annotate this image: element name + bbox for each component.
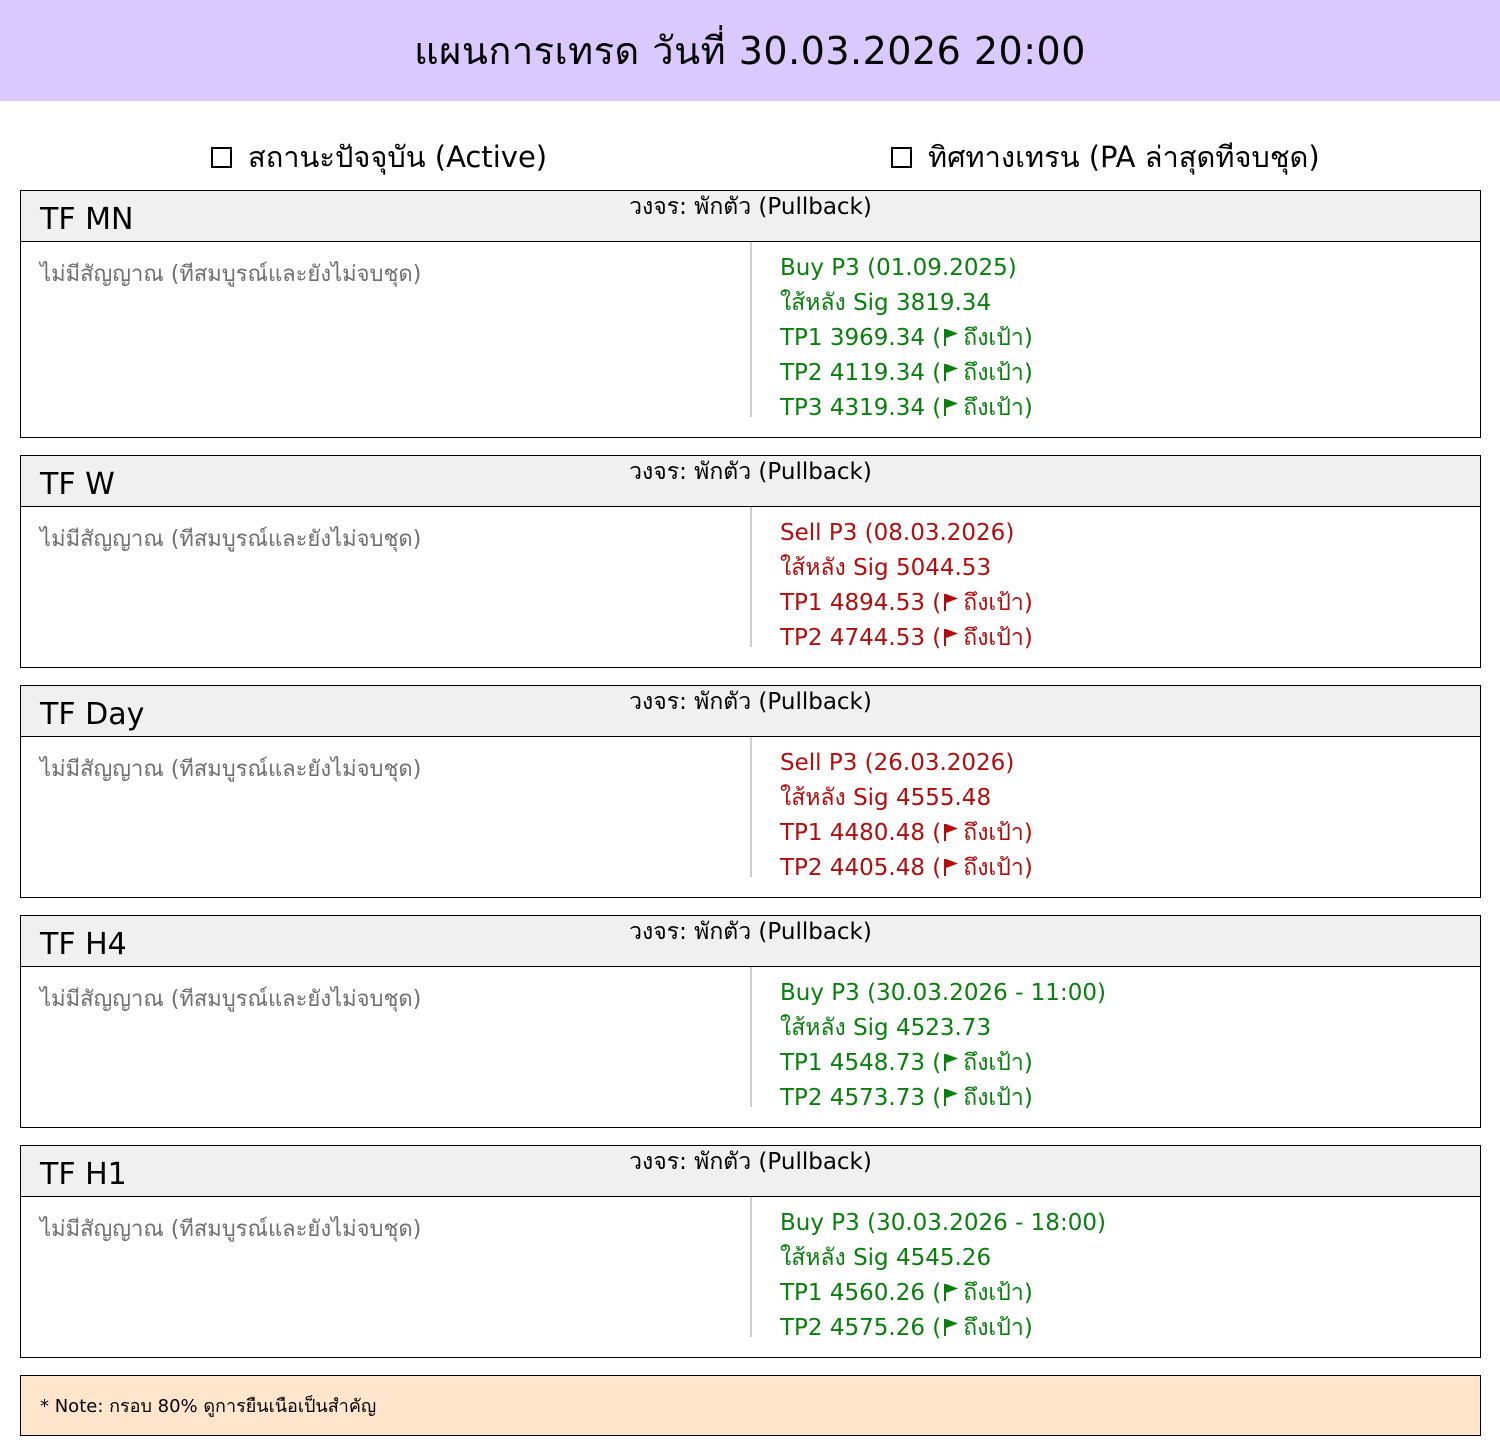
target-line: TP1 3969.34 ( ถึงเป้า) xyxy=(780,325,1033,351)
timeframe-name: TF MN xyxy=(40,202,134,237)
timeframe-body xyxy=(21,242,1480,437)
target-line: TP1 4480.48 ( ถึงเป้า) xyxy=(780,820,1033,846)
target-value: TP2 4405.48 ( xyxy=(780,855,942,881)
timeframe-name: TF Day xyxy=(40,697,145,732)
cycle-label: วงจร: พักตัว (Pullback) xyxy=(629,1149,872,1175)
timeframe-body xyxy=(21,507,1480,667)
cycle-label: วงจร: พักตัว (Pullback) xyxy=(629,194,872,220)
flag-icon xyxy=(943,1083,959,1101)
target-value: TP1 4480.48 ( xyxy=(780,820,942,846)
trend-details xyxy=(780,977,1106,1117)
timeframe-body xyxy=(21,1197,1480,1357)
target-reached-label: ถึงเป้า xyxy=(963,325,1024,351)
active-signal-text: ไม่มีสัญญาณ (ทีสมบูรณ์และยังไม่จบชุด) xyxy=(40,527,422,552)
target-line: TP1 4894.53 ( ถึงเป้า) xyxy=(780,590,1033,616)
checkbox-icon xyxy=(211,147,232,168)
cycle-label: วงจร: พักตัว (Pullback) xyxy=(629,689,872,715)
target-reached-label: ถึงเป้า xyxy=(963,590,1024,616)
trend-details xyxy=(780,252,1033,427)
flag-icon xyxy=(943,818,959,836)
target-line: TP2 4573.73 ( ถึงเป้า) xyxy=(780,1085,1033,1111)
target-line: TP2 4119.34 ( ถึงเป้า) xyxy=(780,360,1033,386)
checkbox-icon xyxy=(891,147,912,168)
flag-icon xyxy=(943,853,959,871)
active-signal-text: ไม่มีสัญญาณ (ทีสมบูรณ์และยังไม่จบชุด) xyxy=(40,262,422,287)
target-value: TP1 4894.53 ( xyxy=(780,590,942,616)
column-divider xyxy=(750,967,752,1107)
timeframe-header xyxy=(21,456,1480,507)
column-headers xyxy=(0,101,1500,191)
target-reached-label: ถึงเป้า xyxy=(963,1280,1024,1306)
signal-line: Sell P3 (26.03.2026) xyxy=(780,750,1015,776)
signal-line: Buy P3 (01.09.2025) xyxy=(780,255,1017,281)
target-reached-label: ถึงเป้า xyxy=(963,1315,1024,1341)
column-divider xyxy=(750,1197,752,1337)
column-divider xyxy=(750,242,752,417)
flag-icon xyxy=(943,323,959,341)
signal-line: Sell P3 (08.03.2026) xyxy=(780,520,1015,546)
target-value: TP1 4548.73 ( xyxy=(780,1050,942,1076)
note-text: * Note: กรอบ 80% ดูการยืนเนือเป็นสำคัญ xyxy=(40,1396,377,1417)
target-value: TP3 4319.34 ( xyxy=(780,395,942,421)
timeframe-card xyxy=(20,455,1481,668)
target-reached-label: ถึงเป้า xyxy=(963,360,1024,386)
trend-direction-header xyxy=(891,134,1320,180)
signal-line: Buy P3 (30.03.2026 - 11:00) xyxy=(780,980,1106,1006)
target-line: TP2 4575.26 ( ถึงเป้า) xyxy=(780,1315,1033,1341)
timeframe-card xyxy=(20,190,1481,438)
trend-details xyxy=(780,517,1033,657)
target-value: TP1 4560.26 ( xyxy=(780,1280,942,1306)
active-status-header xyxy=(211,134,547,180)
timeframe-name: TF H4 xyxy=(40,927,127,962)
timeframe-body xyxy=(21,967,1480,1127)
target-value: TP2 4575.26 ( xyxy=(780,1315,942,1341)
target-reached-label: ถึงเป้า xyxy=(963,1050,1024,1076)
timeframe-header xyxy=(21,191,1480,242)
timeframe-name: TF H1 xyxy=(40,1157,127,1192)
timeframe-header xyxy=(21,916,1480,967)
timeframe-name: TF W xyxy=(40,467,115,502)
entry-line: ใส้หลัง Sig 4523.73 xyxy=(780,1015,992,1041)
active-signal-text: ไม่มีสัญญาณ (ทีสมบูรณ์และยังไม่จบชุด) xyxy=(40,757,422,782)
target-line: TP1 4560.26 ( ถึงเป้า) xyxy=(780,1280,1033,1306)
flag-icon xyxy=(943,623,959,641)
active-signal-text: ไม่มีสัญญาณ (ทีสมบูรณ์และยังไม่จบชุด) xyxy=(40,1217,422,1242)
active-status-label: สถานะปัจจุบัน (Active) xyxy=(248,140,548,174)
flag-icon xyxy=(943,393,959,411)
entry-line: ใส้หลัง Sig 5044.53 xyxy=(780,555,992,581)
flag-icon xyxy=(943,588,959,606)
timeframe-card xyxy=(20,685,1481,898)
target-value: TP2 4573.73 ( xyxy=(780,1085,942,1111)
entry-line: ใส้หลัง Sig 4555.48 xyxy=(780,785,992,811)
column-divider xyxy=(750,507,752,647)
page-title: แผนการเทรด วันที่ 30.03.2026 20:00 xyxy=(414,29,1086,73)
flag-icon xyxy=(943,1313,959,1331)
flag-icon xyxy=(943,358,959,376)
target-line: TP3 4319.34 ( ถึงเป้า) xyxy=(780,395,1033,421)
trend-details xyxy=(780,747,1033,887)
title-bar xyxy=(0,0,1500,101)
signal-line: Buy P3 (30.03.2026 - 18:00) xyxy=(780,1210,1106,1236)
target-reached-label: ถึงเป้า xyxy=(963,820,1024,846)
timeframe-body xyxy=(21,737,1480,897)
target-reached-label: ถึงเป้า xyxy=(963,395,1024,421)
timeframe-header xyxy=(21,1146,1480,1197)
timeframe-card xyxy=(20,915,1481,1128)
target-line: TP2 4405.48 ( ถึงเป้า) xyxy=(780,855,1033,881)
note-box xyxy=(20,1375,1481,1436)
target-reached-label: ถึงเป้า xyxy=(963,1085,1024,1111)
target-value: TP2 4744.53 ( xyxy=(780,625,942,651)
active-signal-text: ไม่มีสัญญาณ (ทีสมบูรณ์และยังไม่จบชุด) xyxy=(40,987,422,1012)
trend-direction-label: ทิศทางเทรน (PA ล่าสุดทีจบชุด) xyxy=(928,140,1320,174)
entry-line: ใส้หลัง Sig 4545.26 xyxy=(780,1245,992,1271)
flag-icon xyxy=(943,1278,959,1296)
cycle-label: วงจร: พักตัว (Pullback) xyxy=(629,919,872,945)
flag-icon xyxy=(943,1048,959,1066)
target-reached-label: ถึงเป้า xyxy=(963,855,1024,881)
timeframe-header xyxy=(21,686,1480,737)
target-value: TP2 4119.34 ( xyxy=(780,360,942,386)
target-reached-label: ถึงเป้า xyxy=(963,625,1024,651)
column-divider xyxy=(750,737,752,877)
target-value: TP1 3969.34 ( xyxy=(780,325,942,351)
target-line: TP1 4548.73 ( ถึงเป้า) xyxy=(780,1050,1033,1076)
entry-line: ใส้หลัง Sig 3819.34 xyxy=(780,290,992,316)
cycle-label: วงจร: พักตัว (Pullback) xyxy=(629,459,872,485)
trend-details xyxy=(780,1207,1106,1347)
timeframe-card xyxy=(20,1145,1481,1358)
target-line: TP2 4744.53 ( ถึงเป้า) xyxy=(780,625,1033,651)
